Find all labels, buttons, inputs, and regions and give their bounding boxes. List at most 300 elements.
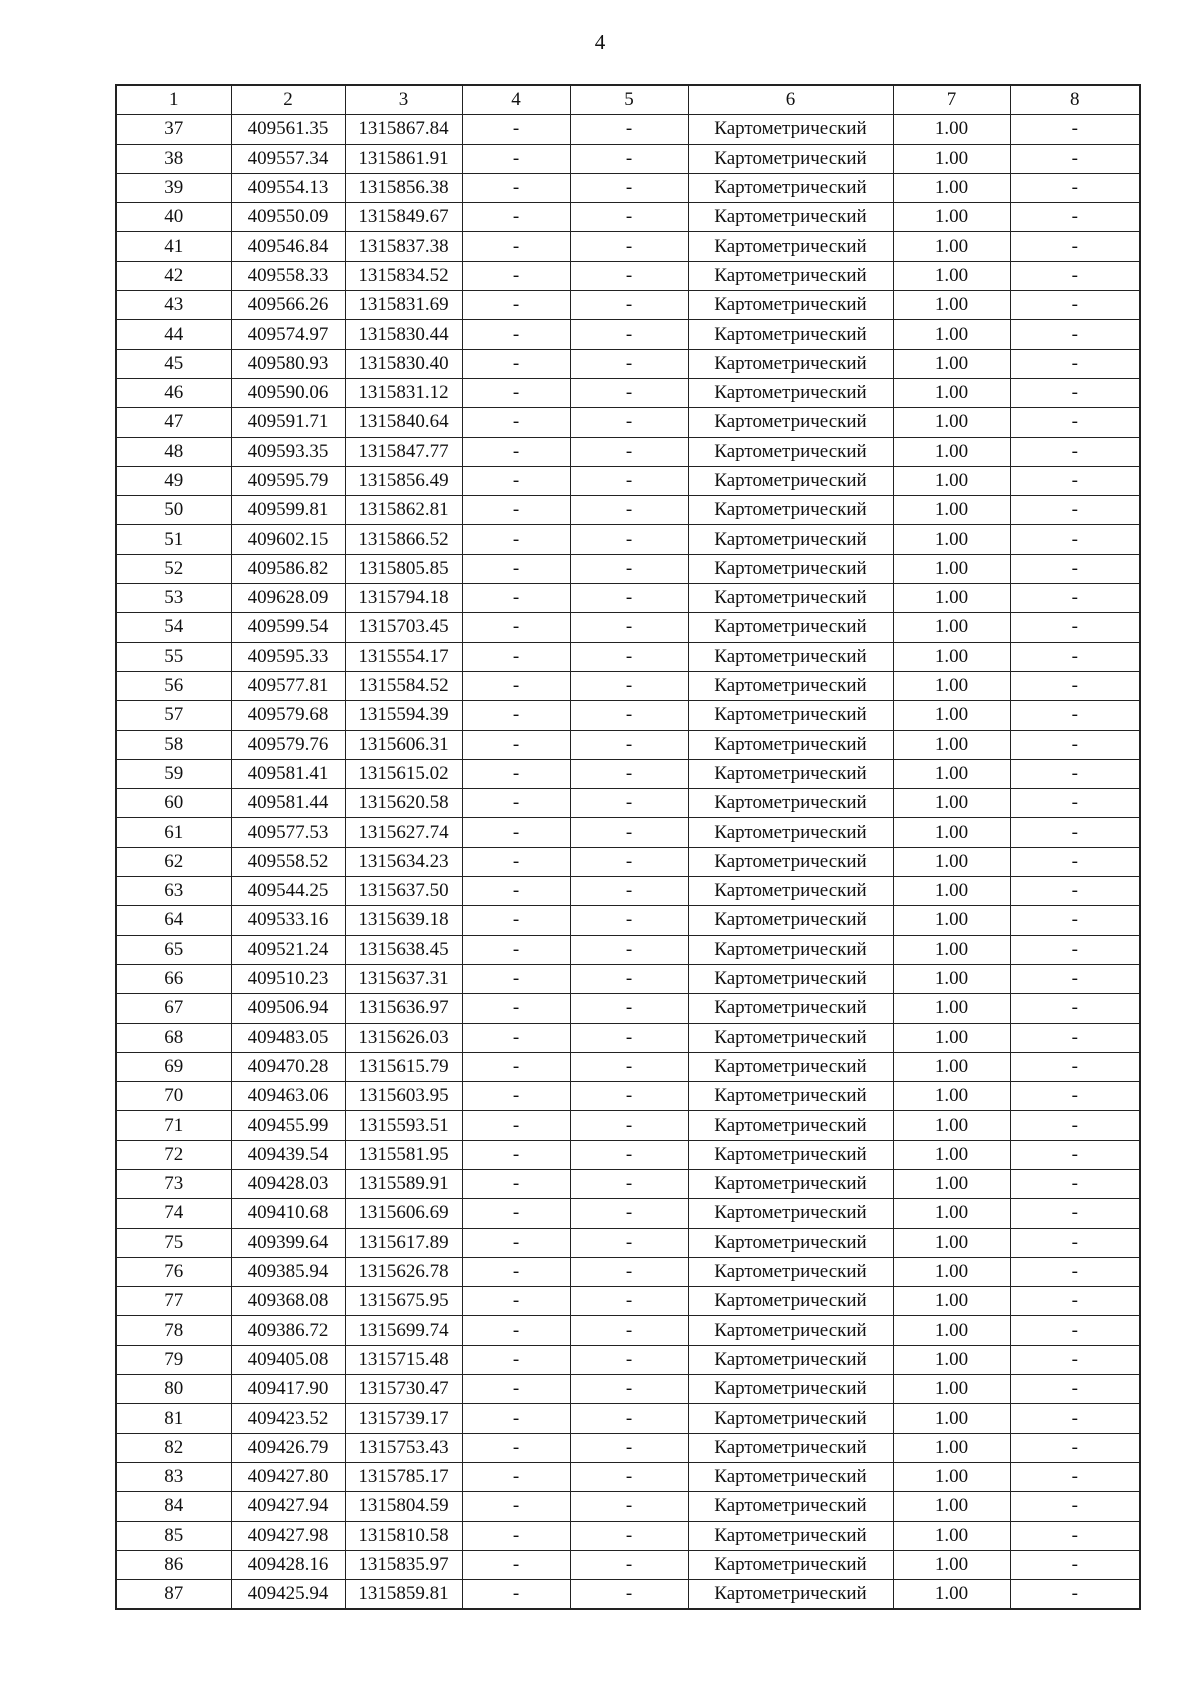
coord-y-cell: 1315589.91 [345,1169,462,1198]
col-4-cell: - [462,1169,570,1198]
accuracy-cell: 1.00 [893,525,1010,554]
coord-y-cell: 1315584.52 [345,671,462,700]
method-cell: Картометрический [688,496,893,525]
table-row [116,701,1140,730]
coord-x-cell: 409599.54 [231,613,345,642]
col-8-cell: - [1010,291,1140,320]
col-4-cell: - [462,1052,570,1081]
col-4-cell: - [462,378,570,407]
coord-y-cell: 1315620.58 [345,789,462,818]
point-number-cell: 66 [116,964,231,993]
coord-x-cell: 409427.94 [231,1492,345,1521]
coord-y-cell: 1315594.39 [345,701,462,730]
column-header: 3 [345,85,462,115]
method-cell: Картометрический [688,994,893,1023]
table-row [116,1550,1140,1579]
accuracy-cell: 1.00 [893,378,1010,407]
accuracy-cell: 1.00 [893,466,1010,495]
col-8-cell: - [1010,613,1140,642]
method-cell: Картометрический [688,584,893,613]
accuracy-cell: 1.00 [893,1433,1010,1462]
col-8-cell: - [1010,759,1140,788]
accuracy-cell: 1.00 [893,818,1010,847]
col-4-cell: - [462,349,570,378]
point-number-cell: 84 [116,1492,231,1521]
accuracy-cell: 1.00 [893,964,1010,993]
coord-x-cell: 409427.80 [231,1462,345,1491]
col-5-cell: - [570,584,688,613]
col-8-cell: - [1010,964,1140,993]
point-number-cell: 37 [116,115,231,144]
method-cell: Картометрический [688,466,893,495]
point-number-cell: 75 [116,1228,231,1257]
coord-x-cell: 409423.52 [231,1404,345,1433]
col-4-cell: - [462,232,570,261]
accuracy-cell: 1.00 [893,1550,1010,1579]
accuracy-cell: 1.00 [893,671,1010,700]
coord-y-cell: 1315831.12 [345,378,462,407]
point-number-cell: 42 [116,261,231,290]
col-8-cell: - [1010,144,1140,173]
coord-x-cell: 409602.15 [231,525,345,554]
col-5-cell: - [570,847,688,876]
col-5-cell: - [570,1140,688,1169]
point-number-cell: 62 [116,847,231,876]
col-5-cell: - [570,671,688,700]
coord-x-cell: 409417.90 [231,1375,345,1404]
coord-x-cell: 409550.09 [231,203,345,232]
point-number-cell: 41 [116,232,231,261]
method-cell: Картометрический [688,1550,893,1579]
column-header: 6 [688,85,893,115]
coord-y-cell: 1315593.51 [345,1111,462,1140]
table-row [116,349,1140,378]
method-cell: Картометрический [688,701,893,730]
col-8-cell: - [1010,1345,1140,1374]
col-4-cell: - [462,1140,570,1169]
point-number-cell: 47 [116,408,231,437]
accuracy-cell: 1.00 [893,1404,1010,1433]
col-5-cell: - [570,1257,688,1286]
col-8-cell: - [1010,496,1140,525]
col-4-cell: - [462,1580,570,1610]
method-cell: Картометрический [688,613,893,642]
col-4-cell: - [462,1287,570,1316]
col-5-cell: - [570,349,688,378]
accuracy-cell: 1.00 [893,1316,1010,1345]
method-cell: Картометрический [688,671,893,700]
col-8-cell: - [1010,1316,1140,1345]
coord-x-cell: 409593.35 [231,437,345,466]
col-5-cell: - [570,935,688,964]
coord-x-cell: 409628.09 [231,584,345,613]
accuracy-cell: 1.00 [893,173,1010,202]
table-row [116,1462,1140,1491]
col-8-cell: - [1010,1257,1140,1286]
col-8-cell: - [1010,437,1140,466]
method-cell: Картометрический [688,1462,893,1491]
col-8-cell: - [1010,584,1140,613]
col-8-cell: - [1010,935,1140,964]
col-8-cell: - [1010,173,1140,202]
coord-y-cell: 1315626.03 [345,1023,462,1052]
accuracy-cell: 1.00 [893,584,1010,613]
accuracy-cell: 1.00 [893,759,1010,788]
method-cell: Картометрический [688,789,893,818]
coord-y-cell: 1315805.85 [345,554,462,583]
coord-x-cell: 409386.72 [231,1316,345,1345]
point-number-cell: 83 [116,1462,231,1491]
accuracy-cell: 1.00 [893,232,1010,261]
point-number-cell: 71 [116,1111,231,1140]
method-cell: Картометрический [688,525,893,554]
table-row [116,115,1140,144]
col-8-cell: - [1010,1082,1140,1111]
coord-x-cell: 409426.79 [231,1433,345,1462]
coord-x-cell: 409470.28 [231,1052,345,1081]
method-cell: Картометрический [688,232,893,261]
accuracy-cell: 1.00 [893,613,1010,642]
coord-y-cell: 1315730.47 [345,1375,462,1404]
point-number-cell: 50 [116,496,231,525]
coord-x-cell: 409580.93 [231,349,345,378]
col-4-cell: - [462,320,570,349]
col-8-cell: - [1010,232,1140,261]
coord-x-cell: 409590.06 [231,378,345,407]
method-cell: Картометрический [688,349,893,378]
table-row [116,847,1140,876]
table-row [116,1052,1140,1081]
point-number-cell: 38 [116,144,231,173]
col-8-cell: - [1010,408,1140,437]
table-row [116,1257,1140,1286]
col-5-cell: - [570,1052,688,1081]
accuracy-cell: 1.00 [893,730,1010,759]
accuracy-cell: 1.00 [893,1580,1010,1610]
point-number-cell: 70 [116,1082,231,1111]
col-4-cell: - [462,525,570,554]
accuracy-cell: 1.00 [893,1199,1010,1228]
col-8-cell: - [1010,1228,1140,1257]
table-header-row [116,85,1140,115]
accuracy-cell: 1.00 [893,408,1010,437]
coord-y-cell: 1315785.17 [345,1462,462,1491]
method-cell: Картометрический [688,144,893,173]
col-8-cell: - [1010,642,1140,671]
col-5-cell: - [570,1023,688,1052]
col-8-cell: - [1010,1199,1140,1228]
coord-y-cell: 1315753.43 [345,1433,462,1462]
coord-x-cell: 409399.64 [231,1228,345,1257]
col-4-cell: - [462,935,570,964]
coord-y-cell: 1315866.52 [345,525,462,554]
col-5-cell: - [570,1169,688,1198]
coord-x-cell: 409533.16 [231,906,345,935]
col-5-cell: - [570,173,688,202]
method-cell: Картометрический [688,1521,893,1550]
col-4-cell: - [462,466,570,495]
col-4-cell: - [462,437,570,466]
table-row [116,466,1140,495]
coord-x-cell: 409595.33 [231,642,345,671]
col-5-cell: - [570,291,688,320]
method-cell: Картометрический [688,1433,893,1462]
col-5-cell: - [570,144,688,173]
coord-x-cell: 409574.97 [231,320,345,349]
method-cell: Картометрический [688,554,893,583]
col-8-cell: - [1010,906,1140,935]
col-5-cell: - [570,1287,688,1316]
col-4-cell: - [462,1345,570,1374]
accuracy-cell: 1.00 [893,847,1010,876]
table-row [116,554,1140,583]
point-number-cell: 65 [116,935,231,964]
method-cell: Картометрический [688,115,893,144]
col-4-cell: - [462,847,570,876]
table-row [116,789,1140,818]
col-5-cell: - [570,1550,688,1579]
table-row [116,730,1140,759]
method-cell: Картометрический [688,847,893,876]
col-4-cell: - [462,789,570,818]
coord-x-cell: 409558.52 [231,847,345,876]
point-number-cell: 43 [116,291,231,320]
accuracy-cell: 1.00 [893,554,1010,583]
col-5-cell: - [570,496,688,525]
method-cell: Картометрический [688,1082,893,1111]
coord-x-cell: 409521.24 [231,935,345,964]
col-4-cell: - [462,115,570,144]
method-cell: Картометрический [688,437,893,466]
col-5-cell: - [570,1404,688,1433]
col-5-cell: - [570,1316,688,1345]
col-4-cell: - [462,877,570,906]
col-4-cell: - [462,496,570,525]
point-number-cell: 73 [116,1169,231,1198]
point-number-cell: 77 [116,1287,231,1316]
col-5-cell: - [570,1228,688,1257]
col-5-cell: - [570,759,688,788]
col-4-cell: - [462,642,570,671]
col-8-cell: - [1010,671,1140,700]
method-cell: Картометрический [688,818,893,847]
col-5-cell: - [570,730,688,759]
table-row [116,232,1140,261]
col-5-cell: - [570,701,688,730]
col-5-cell: - [570,320,688,349]
col-4-cell: - [462,291,570,320]
coord-y-cell: 1315810.58 [345,1521,462,1550]
column-header: 1 [116,85,231,115]
accuracy-cell: 1.00 [893,1492,1010,1521]
point-number-cell: 79 [116,1345,231,1374]
coord-x-cell: 409483.05 [231,1023,345,1052]
coord-x-cell: 409368.08 [231,1287,345,1316]
table-row [116,261,1140,290]
coord-y-cell: 1315639.18 [345,906,462,935]
point-number-cell: 56 [116,671,231,700]
method-cell: Картометрический [688,1257,893,1286]
coord-x-cell: 409506.94 [231,994,345,1023]
col-8-cell: - [1010,730,1140,759]
method-cell: Картометрический [688,730,893,759]
coord-x-cell: 409510.23 [231,964,345,993]
coord-y-cell: 1315699.74 [345,1316,462,1345]
method-cell: Картометрический [688,1023,893,1052]
point-number-cell: 80 [116,1375,231,1404]
coord-x-cell: 409577.53 [231,818,345,847]
point-number-cell: 44 [116,320,231,349]
table-row [116,642,1140,671]
col-5-cell: - [570,1375,688,1404]
accuracy-cell: 1.00 [893,906,1010,935]
column-header: 4 [462,85,570,115]
table-row [116,1492,1140,1521]
coord-y-cell: 1315861.91 [345,144,462,173]
accuracy-cell: 1.00 [893,1140,1010,1169]
table-row [116,877,1140,906]
accuracy-cell: 1.00 [893,1023,1010,1052]
col-4-cell: - [462,1404,570,1433]
col-4-cell: - [462,1111,570,1140]
col-5-cell: - [570,613,688,642]
col-4-cell: - [462,701,570,730]
method-cell: Картометрический [688,1287,893,1316]
table-row [116,1375,1140,1404]
coord-y-cell: 1315603.95 [345,1082,462,1111]
accuracy-cell: 1.00 [893,291,1010,320]
coord-y-cell: 1315636.97 [345,994,462,1023]
method-cell: Картометрический [688,173,893,202]
col-8-cell: - [1010,1111,1140,1140]
coord-y-cell: 1315703.45 [345,613,462,642]
col-5-cell: - [570,789,688,818]
accuracy-cell: 1.00 [893,1375,1010,1404]
accuracy-cell: 1.00 [893,1169,1010,1198]
table-row [116,935,1140,964]
coord-y-cell: 1315804.59 [345,1492,462,1521]
point-number-cell: 54 [116,613,231,642]
method-cell: Картометрический [688,642,893,671]
col-5-cell: - [570,642,688,671]
col-4-cell: - [462,1257,570,1286]
col-4-cell: - [462,994,570,1023]
coord-y-cell: 1315867.84 [345,115,462,144]
coord-y-cell: 1315840.64 [345,408,462,437]
accuracy-cell: 1.00 [893,203,1010,232]
method-cell: Картометрический [688,1228,893,1257]
coord-x-cell: 409427.98 [231,1521,345,1550]
col-5-cell: - [570,1433,688,1462]
coord-x-cell: 409591.71 [231,408,345,437]
point-number-cell: 55 [116,642,231,671]
method-cell: Картометрический [688,261,893,290]
col-8-cell: - [1010,378,1140,407]
method-cell: Картометрический [688,1199,893,1228]
col-4-cell: - [462,1550,570,1579]
column-header: 5 [570,85,688,115]
table-row [116,671,1140,700]
col-5-cell: - [570,906,688,935]
point-number-cell: 86 [116,1550,231,1579]
accuracy-cell: 1.00 [893,877,1010,906]
col-5-cell: - [570,1111,688,1140]
table-row [116,759,1140,788]
col-8-cell: - [1010,994,1140,1023]
col-8-cell: - [1010,1375,1140,1404]
table-row [116,1433,1140,1462]
accuracy-cell: 1.00 [893,437,1010,466]
col-8-cell: - [1010,554,1140,583]
col-4-cell: - [462,613,570,642]
point-number-cell: 40 [116,203,231,232]
col-4-cell: - [462,671,570,700]
col-4-cell: - [462,1316,570,1345]
coord-x-cell: 409558.33 [231,261,345,290]
col-8-cell: - [1010,818,1140,847]
col-4-cell: - [462,906,570,935]
col-5-cell: - [570,1345,688,1374]
point-number-cell: 87 [116,1580,231,1610]
table-row [116,437,1140,466]
table-row [116,613,1140,642]
table-row [116,1580,1140,1610]
col-8-cell: - [1010,203,1140,232]
col-5-cell: - [570,203,688,232]
point-number-cell: 64 [116,906,231,935]
point-number-cell: 78 [116,1316,231,1345]
col-8-cell: - [1010,1140,1140,1169]
col-8-cell: - [1010,1169,1140,1198]
accuracy-cell: 1.00 [893,701,1010,730]
point-number-cell: 63 [116,877,231,906]
col-5-cell: - [570,1492,688,1521]
col-8-cell: - [1010,320,1140,349]
accuracy-cell: 1.00 [893,994,1010,1023]
point-number-cell: 67 [116,994,231,1023]
point-number-cell: 39 [116,173,231,202]
col-4-cell: - [462,203,570,232]
col-4-cell: - [462,173,570,202]
col-8-cell: - [1010,1287,1140,1316]
method-cell: Картометрический [688,1316,893,1345]
coord-y-cell: 1315581.95 [345,1140,462,1169]
accuracy-cell: 1.00 [893,1228,1010,1257]
col-8-cell: - [1010,847,1140,876]
col-8-cell: - [1010,1023,1140,1052]
coord-y-cell: 1315606.31 [345,730,462,759]
point-number-cell: 46 [116,378,231,407]
coord-x-cell: 409455.99 [231,1111,345,1140]
coordinates-table [115,84,1141,1610]
point-number-cell: 57 [116,701,231,730]
col-4-cell: - [462,1492,570,1521]
method-cell: Картометрический [688,1169,893,1198]
coord-x-cell: 409586.82 [231,554,345,583]
table-row [116,1287,1140,1316]
col-8-cell: - [1010,701,1140,730]
table-row [116,1316,1140,1345]
coord-x-cell: 409428.16 [231,1550,345,1579]
col-4-cell: - [462,554,570,583]
col-4-cell: - [462,584,570,613]
col-8-cell: - [1010,349,1140,378]
col-5-cell: - [570,1580,688,1610]
coord-x-cell: 409439.54 [231,1140,345,1169]
col-5-cell: - [570,818,688,847]
method-cell: Картометрический [688,906,893,935]
col-4-cell: - [462,730,570,759]
